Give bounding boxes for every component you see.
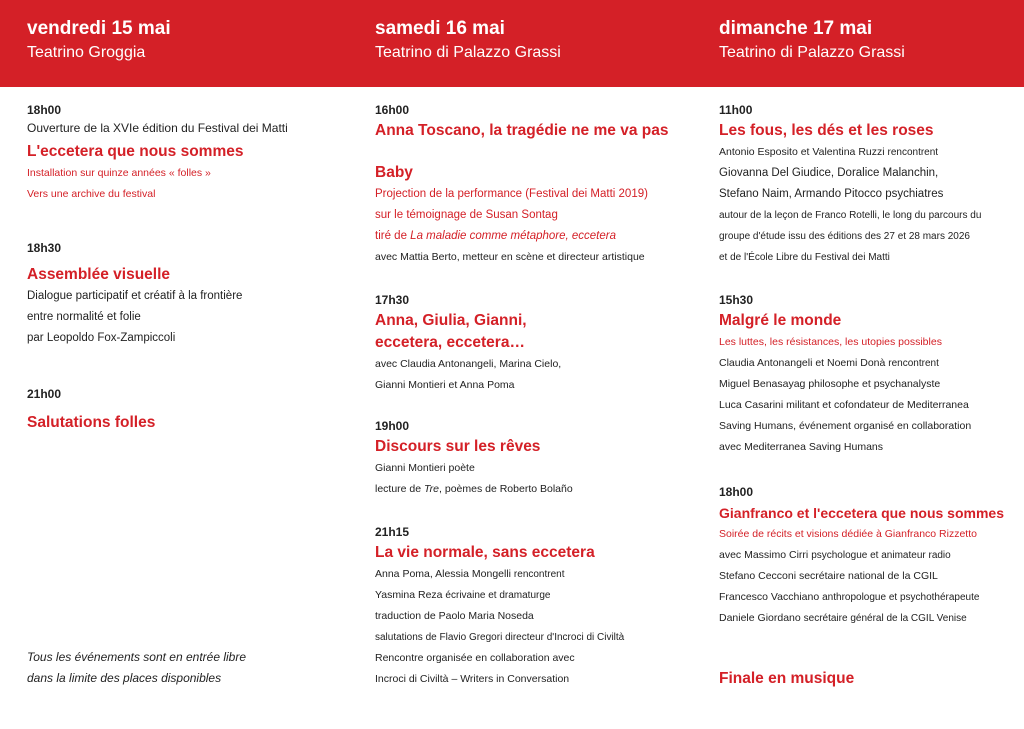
free-entry-note (27, 647, 347, 689)
event-block (719, 102, 1019, 268)
event-line: Incroci di Civiltà – Writers in Conversation (375, 673, 570, 685)
event-line: Gianni Montieri et Anna Poma (375, 379, 515, 391)
text-part: , poèmes de Roberto Bolaño (439, 483, 573, 495)
event-time: 16h00 (375, 103, 410, 117)
event-line (375, 479, 695, 500)
event-subtitle: Vers une archive du festival (27, 188, 156, 200)
event-line (719, 587, 1019, 608)
text-part: Stefano Naim, Armando Pitocco (719, 188, 886, 200)
event-title: Discours sur les rêves (375, 438, 541, 455)
event-line (375, 585, 695, 606)
day-label: samedi 16 mai (375, 18, 505, 39)
event-line (719, 608, 1019, 629)
text-part: Claudia Antonangeli et Noemi Donà (719, 357, 889, 369)
event-block (375, 292, 695, 396)
event-title: Salutations folles (27, 414, 156, 431)
text-part: anthropologue et psychothérapeute (822, 592, 980, 603)
event-subtitle (375, 226, 695, 247)
text-part: Yasmina Reza (375, 589, 446, 601)
venue-label: Teatrino di Palazzo Grassi (375, 44, 561, 61)
day-label: dimanche 17 mai (719, 18, 873, 39)
text-part: écrivaine et dramaturge (445, 590, 551, 601)
event-time: 17h30 (375, 293, 410, 307)
event-title: Assemblée visuelle (27, 266, 171, 283)
event-title: Anna Toscano, la tragédie ne me va pas (375, 122, 669, 139)
event-line (719, 545, 1019, 566)
event-subtitle: Soirée de récits et visions dédiée à Gianfranco Rizzetto (719, 528, 977, 540)
text-part: militant et cofondateur de Mediterranea (786, 399, 969, 411)
event-line: groupe d'étude issu des éditions des 27 et 28 mars 2026 (719, 231, 970, 242)
event-block (375, 102, 695, 142)
event-line (719, 142, 1019, 163)
event-subtitle: Les luttes, les résistances, les utopies possibles (719, 336, 942, 348)
text-part: Stefano Cecconi (719, 570, 799, 582)
event-line (719, 395, 1019, 416)
event-subtitle: sur le témoignage de Susan Sontag (375, 209, 558, 221)
event-time: 19h00 (375, 419, 410, 433)
text-part: rencontrent (888, 358, 939, 369)
event-line: autour de la leçon de Franco Rotelli, le long du parcours du (719, 210, 982, 221)
event-block (719, 292, 1019, 458)
event-line: traduction de Paolo Maria Noseda (375, 610, 534, 622)
venue-label: Teatrino Groggia (27, 44, 146, 61)
event-title: Gianfranco et l'eccetera que nous sommes (719, 505, 1004, 521)
event-line: Rencontre organisée en collaboration avec (375, 652, 575, 664)
event-time: 18h00 (719, 485, 754, 499)
event-title: L'eccetera que nous sommes (27, 143, 244, 160)
text-part: tiré de (375, 230, 411, 242)
text-part: Miguel Benasayag (719, 378, 809, 390)
text-part: secrétaire national de la CGIL (798, 570, 938, 582)
event-line (719, 184, 1019, 205)
event-title: Finale en musique (719, 670, 855, 687)
event-line: avec Mattia Berto, metteur en scène et directeur artistique (375, 251, 645, 263)
text-part: secrétaire général de la CGIL Venise (803, 613, 967, 624)
event-block (27, 102, 347, 205)
event-line (719, 566, 1019, 587)
day-header-saturday (375, 18, 561, 64)
event-title: Malgré le monde (719, 312, 842, 329)
event-line: Saving Humans, événement organisé en collaboration (719, 420, 972, 432)
event-time: 11h00 (719, 103, 753, 117)
header-bar (0, 0, 1024, 87)
text-part: rencontrent (513, 569, 565, 580)
event-title: eccetera, eccetera… (375, 334, 525, 351)
event-line: par Leopoldo Fox-Zampiccoli (27, 332, 176, 344)
event-line: Giovanna Del Giudice, Doralice Malanchin, (719, 167, 939, 179)
day-label: vendredi 15 mai (27, 18, 171, 39)
event-line: et de l'École Libre du Festival dei Matti (719, 252, 890, 263)
text-part: rencontrent (887, 147, 939, 158)
text-part: Anna Poma, Alessia Mongelli (375, 568, 514, 580)
event-line: salutations de Flavio Gregori directeur d'Incroci di Civiltà (375, 632, 625, 643)
event-title: Anna, Giulia, Gianni, (375, 312, 527, 329)
event-line (719, 353, 1019, 374)
event-line: avec Mediterranea Saving Humans (719, 441, 884, 453)
event-subtitle: Projection de la performance (Festival dei Matti 2019) (375, 188, 648, 200)
event-title: La vie normale, sans eccetera (375, 544, 595, 561)
event-time: 21h15 (375, 525, 410, 539)
text-part: Daniele Giordano (719, 612, 804, 624)
event-block (27, 240, 347, 349)
event-block (375, 418, 695, 500)
event-time: 18h00 (27, 103, 62, 117)
text-part: psychiatres (885, 188, 944, 200)
book-title: La maladie comme métaphore, eccetera (410, 230, 616, 242)
event-block (375, 524, 695, 690)
event-line (375, 564, 695, 585)
note-line: dans la limite des places disponibles (27, 671, 222, 685)
text-part: Antonio Esposito et Valentina Ruzzi (719, 146, 888, 158)
event-block (375, 160, 695, 268)
day-header-friday (27, 18, 171, 64)
event-time: 21h00 (27, 387, 62, 401)
event-intro: Ouverture de la XVIe édition du Festival dei Matti (27, 121, 288, 135)
note-line: Tous les événements sont en entrée libre (27, 650, 247, 664)
event-block (27, 386, 347, 434)
event-title: Baby (375, 164, 413, 181)
event-title: Les fous, les dés et les roses (719, 122, 934, 139)
event-line (719, 374, 1019, 395)
event-line: avec Claudia Antonangeli, Marina Cielo, (375, 358, 562, 370)
event-time: 18h30 (27, 241, 62, 255)
event-block (719, 666, 1019, 690)
text-part: Francesco Vacchiano (719, 591, 823, 603)
text-part: psychologue et animateur radio (811, 550, 951, 561)
text-part: lecture de (375, 483, 425, 495)
text-part: Luca Casarini (719, 399, 787, 411)
event-line: Gianni Montieri poète (375, 462, 475, 474)
event-block (719, 484, 1019, 629)
book-title: Tre (424, 483, 440, 495)
event-line: entre normalité et folie (27, 311, 141, 323)
event-time: 15h30 (719, 293, 754, 307)
event-subtitle: Installation sur quinze années « folles » (27, 167, 211, 179)
event-line: Dialogue participatif et créatif à la frontière (27, 290, 243, 302)
day-header-sunday (719, 18, 905, 64)
venue-label: Teatrino di Palazzo Grassi (719, 44, 905, 61)
text-part: avec Massimo Cirri (719, 549, 812, 561)
text-part: philosophe et psychanalyste (808, 378, 941, 390)
